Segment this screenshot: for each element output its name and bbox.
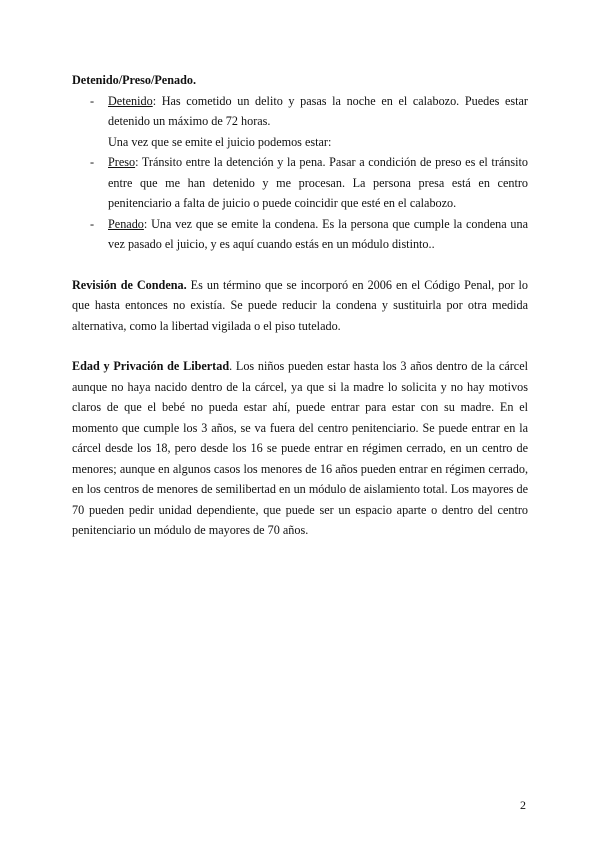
list-item-detenido: [72, 91, 528, 132]
status-definition-list: [72, 91, 528, 132]
term-detenido: Detenido: [108, 93, 153, 108]
term-penado: Penado: [108, 216, 144, 231]
definition-detenido: : Has cometido un delito y pasas la noche en el calabozo. Puedes estar detenido un máximo de 72 horas.: [108, 93, 528, 128]
list-item-preso: [72, 152, 528, 214]
definition-preso: : Tránsito entre la detención y la pena. Pasar a condición de preso es el tránsito entre que me han detenido y me procesan. La persona presa está en centro penitenciario a falta de juicio o puede coincidir que esté en el calabozo.: [108, 155, 528, 210]
juicio-note: Una vez que se emite el juicio podemos estar:: [108, 134, 332, 149]
text-revision-condena: Es un término que se incorporó en 2006 en el Código Penal, por lo que hasta entonces no existía. Se puede reducir la condena y sustituirla por otra medida alternativa, como la libertad vigilada o el piso tutelado.: [72, 277, 528, 333]
paragraph-edad-privacion: [72, 356, 528, 541]
page-content: [72, 70, 528, 541]
paragraph-revision-condena: [72, 275, 528, 337]
term-preso: Preso: [108, 155, 136, 169]
section-heading-detenido-preso-penado: Detenido/Preso/Penado.: [72, 73, 197, 87]
heading-revision-condena: Revisión de Condena.: [72, 277, 187, 292]
text-edad-privacion: . Los niños pueden estar hasta los 3 años dentro de la cárcel aunque no haya nacido dentro de la cárcel, ya que si la madre lo solicita y no hay motivos claros de que el bebé no pueda estar ahí, puede entrar para estar con su madre. En el momento que cumple los 3 años, se va fuera del centro penitenciario. Se puede entrar en la cárcel desde los 18, pero desde los 16 se puede entrar en régimen cerrado, en un centro de menores; aunque en algunos casos los menores de 16 años pueden entrar en régimen cerrado, en los centros de menores de semilibertad en un módulo de aislamiento total. Los mayores de 70 pueden pedir unidad dependiente, que puede ser un espacio aparte o dentro del centro penitenciario un módulo de mayores de 70 años.: [72, 359, 528, 537]
list-dash: -: [90, 93, 95, 108]
list-dash: -: [90, 216, 95, 231]
status-definition-list-continued: [72, 152, 528, 255]
list-dash: -: [90, 155, 95, 169]
list-item-penado: [72, 214, 528, 255]
heading-edad-privacion: Edad y Privación de Libertad: [72, 359, 230, 373]
definition-penado: : Una vez que se emite la condena. Es la persona que cumple la condena una vez pasado el juicio, y es aquí cuando estás en un módulo distinto..: [108, 216, 528, 251]
page-number: 2: [520, 798, 526, 812]
